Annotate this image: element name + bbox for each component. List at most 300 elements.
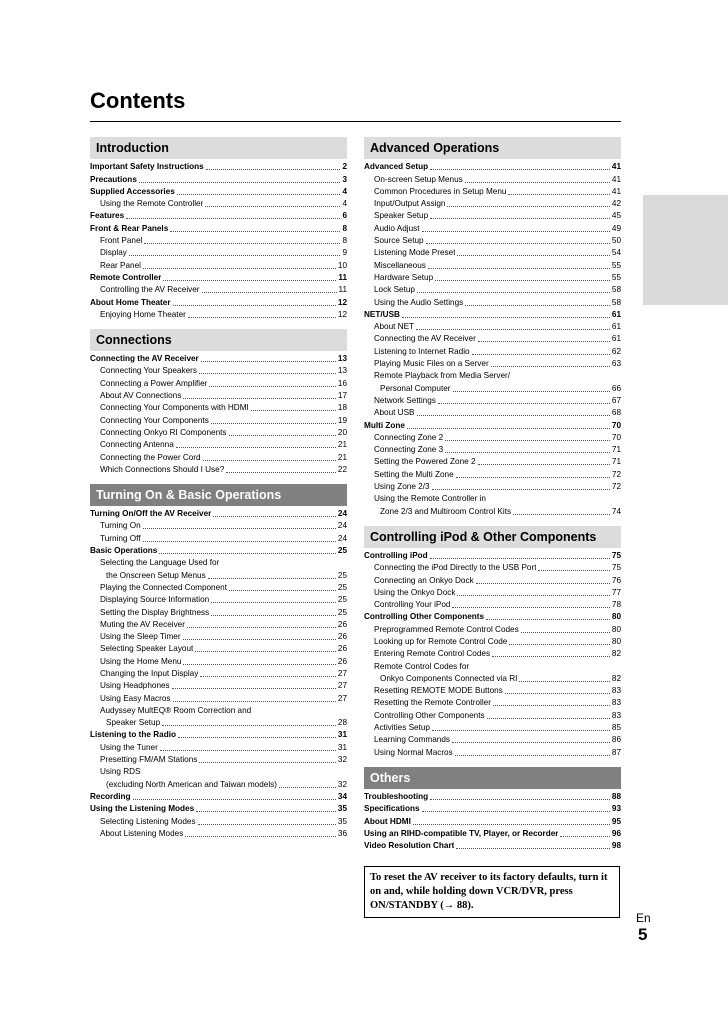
dot-leader <box>478 341 610 342</box>
dot-leader <box>457 595 609 596</box>
toc-entry[interactable] <box>364 791 621 803</box>
dot-leader <box>209 386 335 387</box>
dot-leader <box>492 656 610 657</box>
dot-leader <box>452 742 610 743</box>
toc-entry-page: 11 <box>338 272 347 282</box>
dot-leader <box>170 231 340 232</box>
toc-entry[interactable] <box>364 815 621 827</box>
toc-entry-page: 42 <box>611 199 621 209</box>
dot-leader <box>447 206 609 207</box>
toc-section <box>90 329 347 476</box>
toc-entry[interactable] <box>364 456 621 468</box>
toc-entry-page: 31 <box>337 742 347 752</box>
toc-entry[interactable] <box>364 840 621 852</box>
toc-entry-list <box>364 159 621 518</box>
toc-entry[interactable] <box>364 574 621 586</box>
toc-entry-page: 87 <box>611 747 621 757</box>
toc-entry-title: Common Procedures in Setup Menu <box>374 186 507 196</box>
dot-leader <box>430 558 610 559</box>
toc-entry-page: 10 <box>337 260 347 270</box>
toc-entry-title: Remote Controller <box>90 272 162 282</box>
toc-entry[interactable] <box>364 505 621 517</box>
toc-entry-page: 26 <box>337 656 347 666</box>
toc-entry[interactable] <box>364 734 621 746</box>
toc-entry-title: Turning On/Off the AV Receiver <box>90 509 212 519</box>
toc-entry-page: 36 <box>337 828 347 838</box>
toc-entry[interactable] <box>364 636 621 648</box>
toc-entry-title: Precautions <box>90 174 137 184</box>
toc-entry-title: Using Headphones <box>100 681 170 691</box>
page-title: Contents <box>90 88 186 113</box>
toc-entry[interactable] <box>90 365 347 377</box>
toc-entry[interactable] <box>90 427 347 439</box>
toc-entry[interactable] <box>90 791 347 803</box>
toc-entry[interactable] <box>90 631 347 643</box>
toc-entry-page: 12 <box>337 309 347 319</box>
toc-entry-title: Connecting the Power Cord <box>100 452 201 462</box>
section-heading: Advanced Operations <box>364 137 621 159</box>
toc-entry-title: Turning Off <box>100 533 141 543</box>
toc-entry[interactable] <box>90 508 347 520</box>
toc-entry[interactable] <box>90 451 347 463</box>
dot-leader <box>505 693 610 694</box>
toc-entry[interactable] <box>90 520 347 532</box>
toc-entry-title: Hardware Setup <box>374 272 434 282</box>
section-heading: Controlling iPod & Other Components <box>364 526 621 548</box>
toc-entry-title: Entering Remote Control Codes <box>374 649 491 659</box>
toc-entry[interactable] <box>90 754 347 766</box>
dot-leader <box>426 243 610 244</box>
toc-entry[interactable] <box>364 432 621 444</box>
dot-leader <box>435 280 610 281</box>
toc-entry[interactable] <box>90 235 347 247</box>
toc-entry[interactable] <box>364 550 621 562</box>
toc-entry-title: Using the Listening Modes <box>90 804 195 814</box>
toc-entry[interactable] <box>90 161 347 173</box>
toc-entry-page: 8 <box>342 236 347 246</box>
toc-entry-page: 4 <box>342 199 347 209</box>
toc-entry[interactable] <box>90 402 347 414</box>
toc-entry[interactable] <box>90 766 347 778</box>
toc-entry[interactable] <box>364 309 621 321</box>
toc-entry[interactable] <box>90 439 347 451</box>
dot-leader <box>493 705 610 706</box>
toc-entry[interactable] <box>90 668 347 680</box>
toc-entry-title: Setting the Display Brightness <box>100 607 210 617</box>
toc-entry[interactable] <box>90 582 347 594</box>
toc-entry[interactable] <box>364 284 621 296</box>
toc-entry[interactable] <box>364 222 621 234</box>
dot-leader <box>208 578 336 579</box>
toc-entry-title: Front Panel <box>100 236 143 246</box>
dot-leader <box>472 354 610 355</box>
toc-entry[interactable] <box>364 419 621 431</box>
toc-entry[interactable] <box>90 569 347 581</box>
toc-entry-title: Setting the Multi Zone <box>374 469 454 479</box>
toc-entry-title: Supplied Accessories <box>90 186 175 196</box>
toc-entry[interactable] <box>364 828 621 840</box>
toc-entry-page: 83 <box>611 686 621 696</box>
toc-entry[interactable] <box>90 717 347 729</box>
toc-entry[interactable] <box>364 370 621 382</box>
toc-entry[interactable] <box>364 198 621 210</box>
toc-entry-page: 3 <box>342 174 347 184</box>
toc-entry-page: 61 <box>611 309 621 319</box>
toc-entry[interactable] <box>364 648 621 660</box>
dot-leader <box>491 366 610 367</box>
dot-leader <box>126 218 340 219</box>
toc-entry[interactable] <box>90 173 347 185</box>
toc-entry[interactable] <box>90 296 347 308</box>
toc-entry[interactable] <box>90 557 347 569</box>
toc-entry[interactable] <box>364 599 621 611</box>
toc-entry[interactable] <box>364 444 621 456</box>
toc-entry[interactable] <box>364 685 621 697</box>
dot-leader <box>176 447 336 448</box>
toc-entry[interactable] <box>90 390 347 402</box>
toc-entry-page: 76 <box>611 575 621 585</box>
toc-entry[interactable] <box>90 655 347 667</box>
toc-entry[interactable] <box>90 377 347 389</box>
toc-entry[interactable] <box>90 680 347 692</box>
toc-entry-page: 58 <box>611 285 621 295</box>
toc-entry[interactable] <box>90 309 347 321</box>
toc-entry-title: Input/Output Assign <box>374 199 446 209</box>
title-rule <box>90 121 621 122</box>
toc-entry-title: Recording <box>90 791 131 801</box>
toc-entry-title: About NET <box>374 322 415 332</box>
toc-entry-title: NET/USB <box>364 309 400 319</box>
dot-leader <box>203 460 336 461</box>
dot-leader <box>195 651 336 652</box>
toc-entry-page: 28 <box>337 718 347 728</box>
toc-entry[interactable] <box>90 186 347 198</box>
toc-entry-title: Preprogrammed Remote Control Codes <box>374 624 519 634</box>
toc-entry[interactable] <box>364 623 621 635</box>
toc-entry-title: Speaker Setup <box>374 211 429 221</box>
section-heading: Turning On & Basic Operations <box>90 484 347 506</box>
toc-entry-title: Controlling Your iPod <box>374 600 451 610</box>
dot-leader <box>229 435 336 436</box>
dot-leader <box>211 423 336 424</box>
dot-leader <box>455 755 610 756</box>
dot-leader <box>432 489 610 490</box>
toc-entry[interactable] <box>364 247 621 259</box>
toc-entry-page: 35 <box>337 816 347 826</box>
dot-leader <box>172 688 336 689</box>
toc-entry-title: Listening to Internet Radio <box>374 346 470 356</box>
toc-entry-page: 96 <box>611 828 621 838</box>
toc-entry-title: Activities Setup <box>374 723 430 733</box>
dot-leader <box>465 305 610 306</box>
contents-left-column <box>90 137 347 840</box>
footer-language: En <box>636 911 651 925</box>
toc-entry[interactable] <box>364 321 621 333</box>
toc-entry-page: 13 <box>337 366 347 376</box>
toc-entry-title: Miscellaneous <box>374 260 426 270</box>
toc-entry-page: 19 <box>337 415 347 425</box>
toc-entry[interactable] <box>90 198 347 210</box>
dot-leader <box>183 664 335 665</box>
toc-entry[interactable] <box>90 606 347 618</box>
toc-entry[interactable] <box>90 247 347 259</box>
toc-entry[interactable] <box>90 815 347 827</box>
toc-entry-page: 21 <box>337 452 347 462</box>
toc-entry-title: Front & Rear Panels <box>90 223 169 233</box>
toc-entry[interactable] <box>90 545 347 557</box>
toc-entry-title: Using the Audio Settings <box>374 297 464 307</box>
dot-leader <box>416 329 610 330</box>
toc-section <box>90 484 347 840</box>
dot-leader <box>173 305 336 306</box>
toc-entry-title: Source Setup <box>374 236 424 246</box>
toc-entry-page: 20 <box>337 427 347 437</box>
toc-entry[interactable] <box>364 173 621 185</box>
toc-entry-page: 26 <box>337 632 347 642</box>
toc-entry-title: Turning On <box>100 521 141 531</box>
toc-entry-page: 25 <box>337 595 347 605</box>
toc-entry-title: About HDMI <box>364 816 411 826</box>
toc-entry-title: Using Zone 2/3 <box>374 482 430 492</box>
toc-entry[interactable] <box>364 186 621 198</box>
toc-entry-title: Display <box>100 248 127 258</box>
dot-leader <box>199 373 336 374</box>
toc-entry-page: 70 <box>611 432 621 442</box>
toc-entry-page: 11 <box>338 285 347 295</box>
dot-leader <box>183 398 336 399</box>
toc-entry-page: 35 <box>337 804 347 814</box>
toc-entry[interactable] <box>364 722 621 734</box>
toc-entry[interactable] <box>364 660 621 672</box>
toc-entry[interactable] <box>364 395 621 407</box>
toc-entry-title: Using RDS <box>100 767 141 777</box>
toc-entry[interactable] <box>364 272 621 284</box>
toc-entry-title: Connecting Your Components <box>100 415 209 425</box>
toc-entry-page: 25 <box>337 582 347 592</box>
toc-entry[interactable] <box>90 828 347 840</box>
toc-entry-list <box>90 159 347 321</box>
toc-entry-page: 82 <box>611 673 621 683</box>
toc-entry-title: Video Resolution Chart <box>364 841 455 851</box>
dot-leader <box>438 403 610 404</box>
dot-leader <box>205 206 340 207</box>
dot-leader <box>199 762 336 763</box>
toc-entry-page: 31 <box>337 730 347 740</box>
toc-entry-page: 86 <box>611 735 621 745</box>
toc-entry[interactable] <box>364 481 621 493</box>
toc-entry-title: Remote Control Codes for <box>374 661 470 671</box>
toc-entry[interactable] <box>90 272 347 284</box>
toc-entry[interactable] <box>364 296 621 308</box>
dot-leader <box>476 583 610 584</box>
dot-leader <box>453 391 610 392</box>
toc-entry-page: 9 <box>342 248 347 258</box>
section-heading: Introduction <box>90 137 347 159</box>
toc-entry-page: 72 <box>611 469 621 479</box>
toc-entry[interactable] <box>90 353 347 365</box>
toc-entry[interactable] <box>90 464 347 476</box>
toc-entry[interactable] <box>364 587 621 599</box>
dot-leader <box>163 280 336 281</box>
toc-entry[interactable] <box>364 235 621 247</box>
toc-entry[interactable] <box>364 803 621 815</box>
toc-entry[interactable] <box>364 333 621 345</box>
toc-entry-title: Using the Home Menu <box>100 656 182 666</box>
toc-entry-page: 25 <box>337 546 347 556</box>
toc-entry-page: 74 <box>611 506 621 516</box>
dot-leader <box>279 787 336 788</box>
toc-entry-page: 50 <box>611 236 621 246</box>
toc-entry-page: 77 <box>611 587 621 597</box>
dot-leader <box>422 811 610 812</box>
toc-entry[interactable] <box>90 284 347 296</box>
toc-entry-page: 17 <box>337 391 347 401</box>
toc-entry-page: 45 <box>611 211 621 221</box>
toc-entry-page: 83 <box>611 698 621 708</box>
dot-leader <box>133 799 336 800</box>
toc-entry-title: Listening to the Radio <box>90 730 176 740</box>
dot-leader <box>457 255 609 256</box>
toc-entry-title: Controlling the AV Receiver <box>100 285 200 295</box>
dot-leader <box>456 477 610 478</box>
toc-entry[interactable] <box>90 222 347 234</box>
toc-entry[interactable] <box>364 493 621 505</box>
toc-entry-page: 32 <box>337 755 347 765</box>
toc-entry[interactable] <box>90 705 347 717</box>
toc-entry[interactable] <box>364 611 621 623</box>
toc-entry[interactable] <box>364 345 621 357</box>
toc-entry-title: Connecting Your Components with HDMI <box>100 403 249 413</box>
dot-leader <box>430 169 610 170</box>
toc-entry-page: 2 <box>342 162 347 172</box>
dot-leader <box>200 676 336 677</box>
toc-entry-title: About Listening Modes <box>100 828 184 838</box>
factory-reset-note: To reset the AV receiver to its factory defaults, turn it on and, while holding down VCR/DVR, press ON/STANDBY (→ 88). <box>364 866 620 918</box>
toc-entry-page: 61 <box>611 322 621 332</box>
section-heading: Connections <box>90 329 347 351</box>
toc-entry[interactable] <box>364 407 621 419</box>
dot-leader <box>407 428 610 429</box>
dot-leader <box>185 836 336 837</box>
toc-entry-page: 85 <box>611 723 621 733</box>
toc-section <box>364 767 621 852</box>
toc-entry[interactable] <box>90 619 347 631</box>
toc-entry-list <box>364 789 621 852</box>
dot-leader <box>445 452 610 453</box>
toc-entry-title: On-screen Setup Menus <box>374 174 463 184</box>
toc-entry[interactable] <box>90 729 347 741</box>
toc-entry[interactable] <box>90 532 347 544</box>
section-heading: Others <box>364 767 621 789</box>
toc-entry[interactable] <box>90 210 347 222</box>
dot-leader <box>432 730 610 731</box>
dot-leader <box>465 182 610 183</box>
toc-entry-title: Using Easy Macros <box>100 693 171 703</box>
toc-entry-title: Onkyo Components Connected via RI <box>380 673 518 683</box>
toc-entry[interactable] <box>90 643 347 655</box>
dot-leader <box>129 255 341 256</box>
toc-entry-title: Connecting the AV Receiver <box>90 354 199 364</box>
dot-leader <box>187 627 336 628</box>
toc-entry-title: Using the Onkyo Dock <box>374 587 456 597</box>
toc-entry-title: the Onscreen Setup Menus <box>106 570 206 580</box>
toc-entry[interactable] <box>90 414 347 426</box>
toc-entry-page: 13 <box>337 354 347 364</box>
contents-right-column <box>364 137 621 918</box>
dot-leader <box>430 799 610 800</box>
toc-entry-title: About USB <box>374 408 415 418</box>
toc-entry-page: 41 <box>611 174 621 184</box>
dot-leader <box>413 824 610 825</box>
toc-entry[interactable] <box>364 562 621 574</box>
dot-leader <box>177 194 341 195</box>
toc-entry-title: Connecting an Onkyo Dock <box>374 575 474 585</box>
toc-entry-title: Displaying Source Information <box>100 595 210 605</box>
toc-entry[interactable] <box>90 259 347 271</box>
toc-entry[interactable] <box>90 594 347 606</box>
toc-entry-page: 26 <box>337 644 347 654</box>
toc-entry[interactable] <box>364 746 621 758</box>
toc-entry[interactable] <box>90 741 347 753</box>
toc-entry[interactable] <box>364 673 621 685</box>
toc-entry-title: Looking up for Remote Control Code <box>374 636 508 646</box>
toc-entry-page: 80 <box>611 612 621 622</box>
dot-leader <box>402 317 610 318</box>
toc-entry-title: Enjoying Home Theater <box>100 309 186 319</box>
toc-entry[interactable] <box>364 161 621 173</box>
dot-leader <box>445 440 610 441</box>
toc-entry-page: 95 <box>611 816 621 826</box>
toc-entry[interactable] <box>90 803 347 815</box>
toc-entry-title: Using the Tuner <box>100 742 158 752</box>
toc-entry-title: Controlling Other Components <box>374 710 485 720</box>
toc-entry-page: 68 <box>611 408 621 418</box>
toc-entry-page: 24 <box>337 509 347 519</box>
toc-entry-page: 24 <box>337 521 347 531</box>
toc-entry-page: 71 <box>611 445 621 455</box>
toc-entry-title: Setting the Powered Zone 2 <box>374 457 476 467</box>
toc-entry-page: 93 <box>611 804 621 814</box>
dot-leader <box>139 182 341 183</box>
toc-entry-page: 32 <box>337 779 347 789</box>
toc-entry[interactable] <box>364 259 621 271</box>
toc-entry[interactable] <box>364 358 621 370</box>
toc-entry[interactable] <box>364 709 621 721</box>
dot-leader <box>486 619 610 620</box>
toc-entry[interactable] <box>364 382 621 394</box>
toc-entry-title: Network Settings <box>374 395 436 405</box>
dot-leader <box>560 836 609 837</box>
dot-leader <box>211 602 336 603</box>
toc-entry-page: 4 <box>342 186 347 196</box>
dot-leader <box>201 361 336 362</box>
toc-entry-page: 41 <box>611 162 621 172</box>
toc-entry[interactable] <box>364 697 621 709</box>
toc-entry[interactable] <box>364 468 621 480</box>
toc-entry-page: 75 <box>611 563 621 573</box>
toc-entry[interactable] <box>364 210 621 222</box>
dot-leader <box>452 607 609 608</box>
toc-entry-title: Listening Mode Preset <box>374 248 456 258</box>
toc-entry-title: Controlling Other Components <box>364 612 485 622</box>
toc-entry-page: 61 <box>611 334 621 344</box>
toc-entry-page: 27 <box>337 668 347 678</box>
toc-entry[interactable] <box>90 692 347 704</box>
toc-section <box>364 526 621 759</box>
dot-leader <box>508 194 609 195</box>
toc-entry[interactable] <box>90 778 347 790</box>
dot-leader <box>251 410 336 411</box>
